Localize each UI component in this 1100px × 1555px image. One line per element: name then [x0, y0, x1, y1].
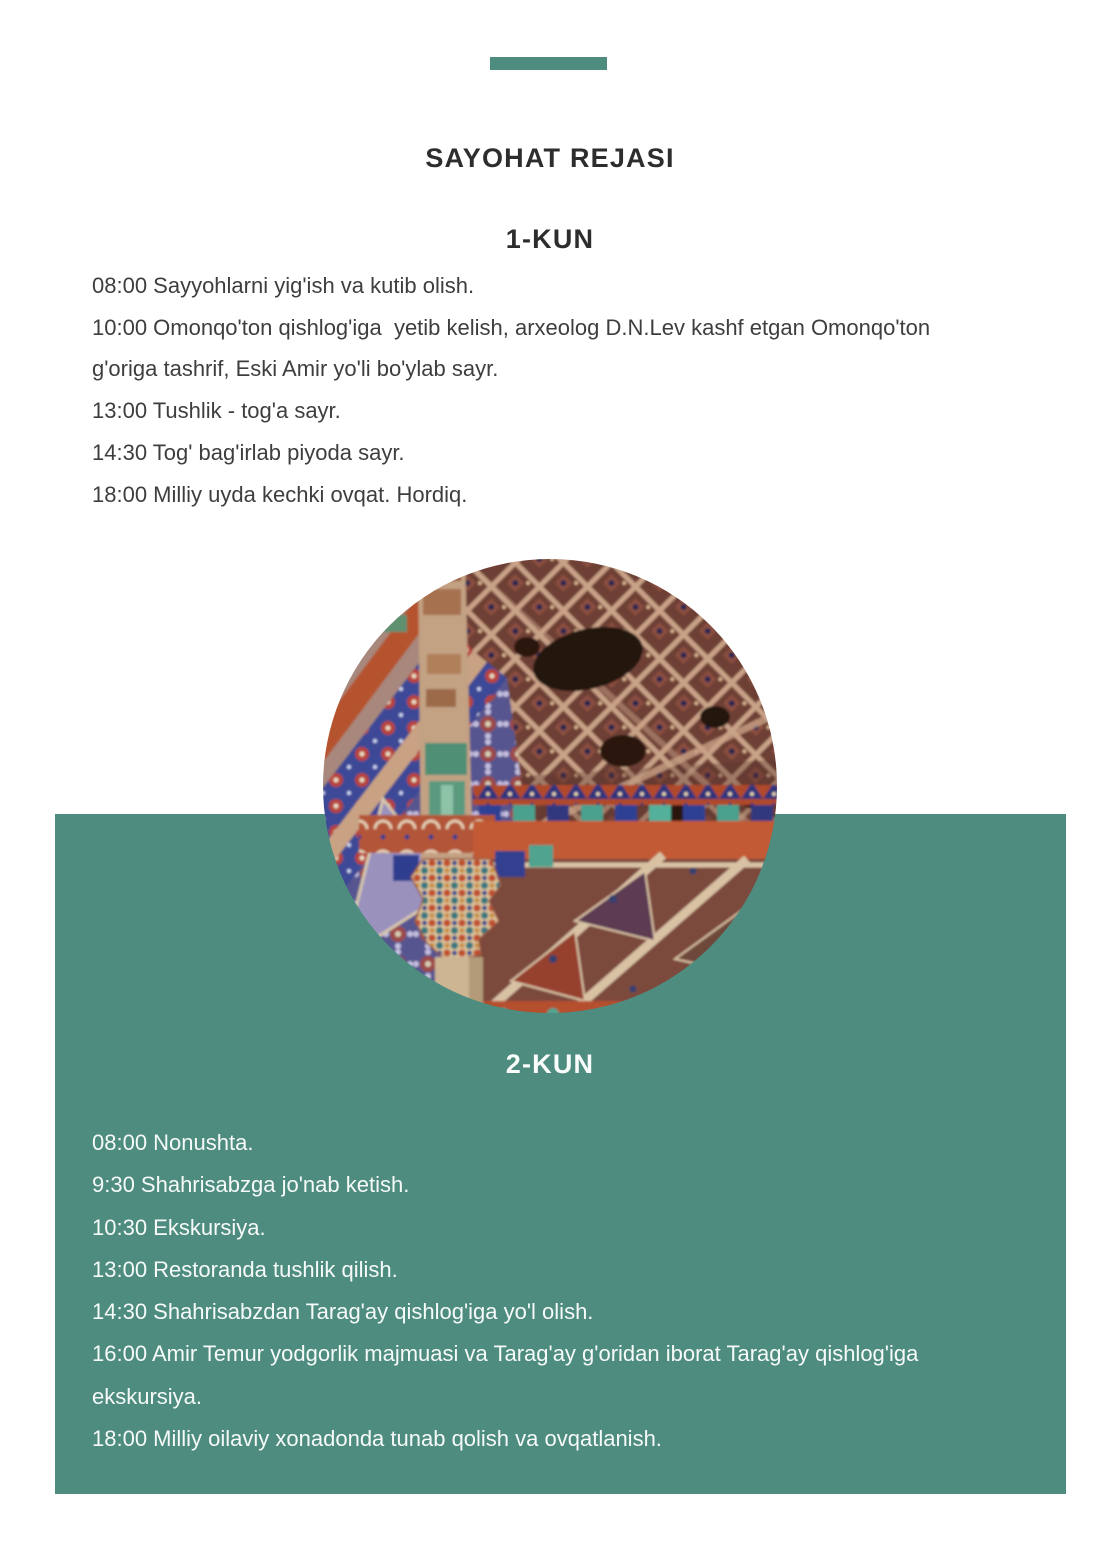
itinerary-item: 10:30 Ekskursiya. — [92, 1214, 266, 1240]
itinerary-item: 13:00 Restoranda tushlik qilish. — [92, 1256, 398, 1282]
itinerary-item: 16:00 Amir Temur yodgorlik majmuasi va Tarag'ay g'oridan iborat Tarag'ay qishlog'iga ekskursiya. — [92, 1341, 925, 1409]
ceiling-photo — [323, 559, 777, 1013]
itinerary-item: 9:30 Shahrisabzga jo'nab ketish. — [92, 1172, 410, 1198]
itinerary-item: 08:00 Sayyohlarni yig'ish va kutib olish. — [92, 273, 475, 298]
itinerary-item: 18:00 Milliy oilaviy xonadonda tunab qolish va ovqatlanish. — [92, 1426, 662, 1452]
itinerary-item: 14:30 Shahrisabzdan Tarag'ay qishlog'iga yo'l olish. — [92, 1299, 594, 1325]
day2-heading: 2-KUN — [505, 1049, 595, 1079]
day1-list — [92, 265, 972, 515]
itinerary-item: 14:30 Tog' bag'irlab piyoda sayr. — [92, 439, 405, 465]
itinerary-item: 08:00 Nonushta. — [92, 1130, 254, 1155]
itinerary-item: 13:00 Tushlik - tog'a sayr. — [92, 398, 341, 424]
day2-list — [92, 1122, 972, 1460]
itinerary-item: 10:00 Omonqo'ton qishlog'iga yetib kelish, arxeolog D.N.Lev kashf etgan Omonqo'ton g'origa tashrif, Eski Amir yo'li bo'ylab sayr. — [92, 314, 937, 382]
ceiling-photo-image — [323, 559, 777, 1013]
accent-bar — [490, 57, 607, 70]
page-title: SAYOHAT REJASI — [425, 143, 675, 173]
day1-heading: 1-KUN — [505, 224, 595, 254]
itinerary-item: 18:00 Milliy uyda kechki ovqat. Hordiq. — [92, 481, 468, 507]
